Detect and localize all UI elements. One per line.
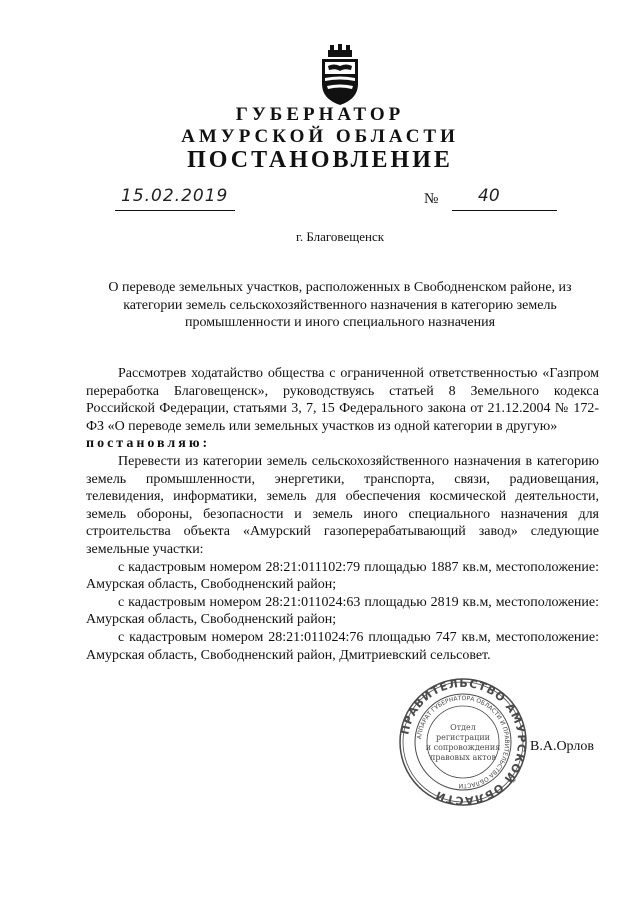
document-body xyxy=(86,365,599,664)
stamp-inner-ring-text: АППАРАТ ГУБЕРНАТОРА ОБЛАСТИ И ПРАВИТЕЛЬСТВА ОБЛАСТИ xyxy=(416,694,511,790)
official-stamp xyxy=(397,676,529,808)
stamp-center-line-4: правовых актов xyxy=(430,753,496,762)
svg-text:АППАРАТ ГУБЕРНАТОРА ОБЛАСТИ И xyxy=(416,695,510,789)
plot-item-3: с кадастровым номером 28:21:011024:76 площадью 747 кв.м, местоположение: Амурская область, Свободненский район, Дмитриевский сельсовет. xyxy=(86,629,599,663)
preamble-paragraph: Рассмотрев ходатайство общества с ограниченной ответственностью «Газпром переработка Благовещенск», руководствуясь статьей 8 Земельного кодекса Российской Федерации, статьями 3, 7, 15 Федерального закона от 21.12.2004 № 172-ФЗ «О переводе земель или земельных участков из одной категории в другую» xyxy=(86,366,599,434)
stamp-center-line-2: регистрации xyxy=(436,733,490,742)
document-type-title: ПОСТАНОВЛЕНИЕ xyxy=(187,147,453,173)
city: г. Благовещенск xyxy=(295,229,385,244)
plot-item-1: с кадастровым номером 28:21:011102:79 площадью 1887 кв.м, местоположение: Амурская область, Свободненский район; xyxy=(86,559,599,593)
header-governor: ГУБЕРНАТОР xyxy=(235,104,405,125)
plot-item-2: с кадастровым номером 28:21:011024:63 площадью 2819 кв.м, местоположение: Амурская область, Свободненский район; xyxy=(86,594,599,628)
stamp-center-line-3: и сопровождения xyxy=(425,743,501,752)
decision-paragraph: Перевести из категории земель сельскохозяйственного назначения в категорию земель промышленности, энергетики, транспорта, связи, радиовещания, телевидения, информатики, земель для обеспечения космической деятельности, земель обороны, безопасности и земель иного специального назначения для строительства объекта «Амурский газоперерабатывающий завод» следующие земельные участки: xyxy=(86,453,599,557)
handwritten-date: 15.02.2019 xyxy=(121,186,229,206)
date-field xyxy=(115,188,235,211)
stamp-center-line-1: Отдел xyxy=(450,723,476,732)
stamp-outer-text: ПРАВИТЕЛЬСТВО АМУРСКОЙ ОБЛАСТИ xyxy=(398,676,529,808)
header-region: АМУРСКОЙ ОБЛАСТИ xyxy=(181,126,459,147)
signature-name: В.А.Орлов xyxy=(530,739,594,754)
number-field xyxy=(452,188,557,211)
number-label: № xyxy=(424,191,439,207)
resolve-word: постановляю: xyxy=(86,436,211,452)
handwritten-number: 40 xyxy=(478,186,500,206)
subject-title: О переводе земельных участков, расположенных в Свободненском районе, из категории земель сельскохозяйственного назначения в категорию земель промышленности и иного специального назначения xyxy=(108,280,572,330)
coat-of-arms-icon xyxy=(316,44,364,106)
